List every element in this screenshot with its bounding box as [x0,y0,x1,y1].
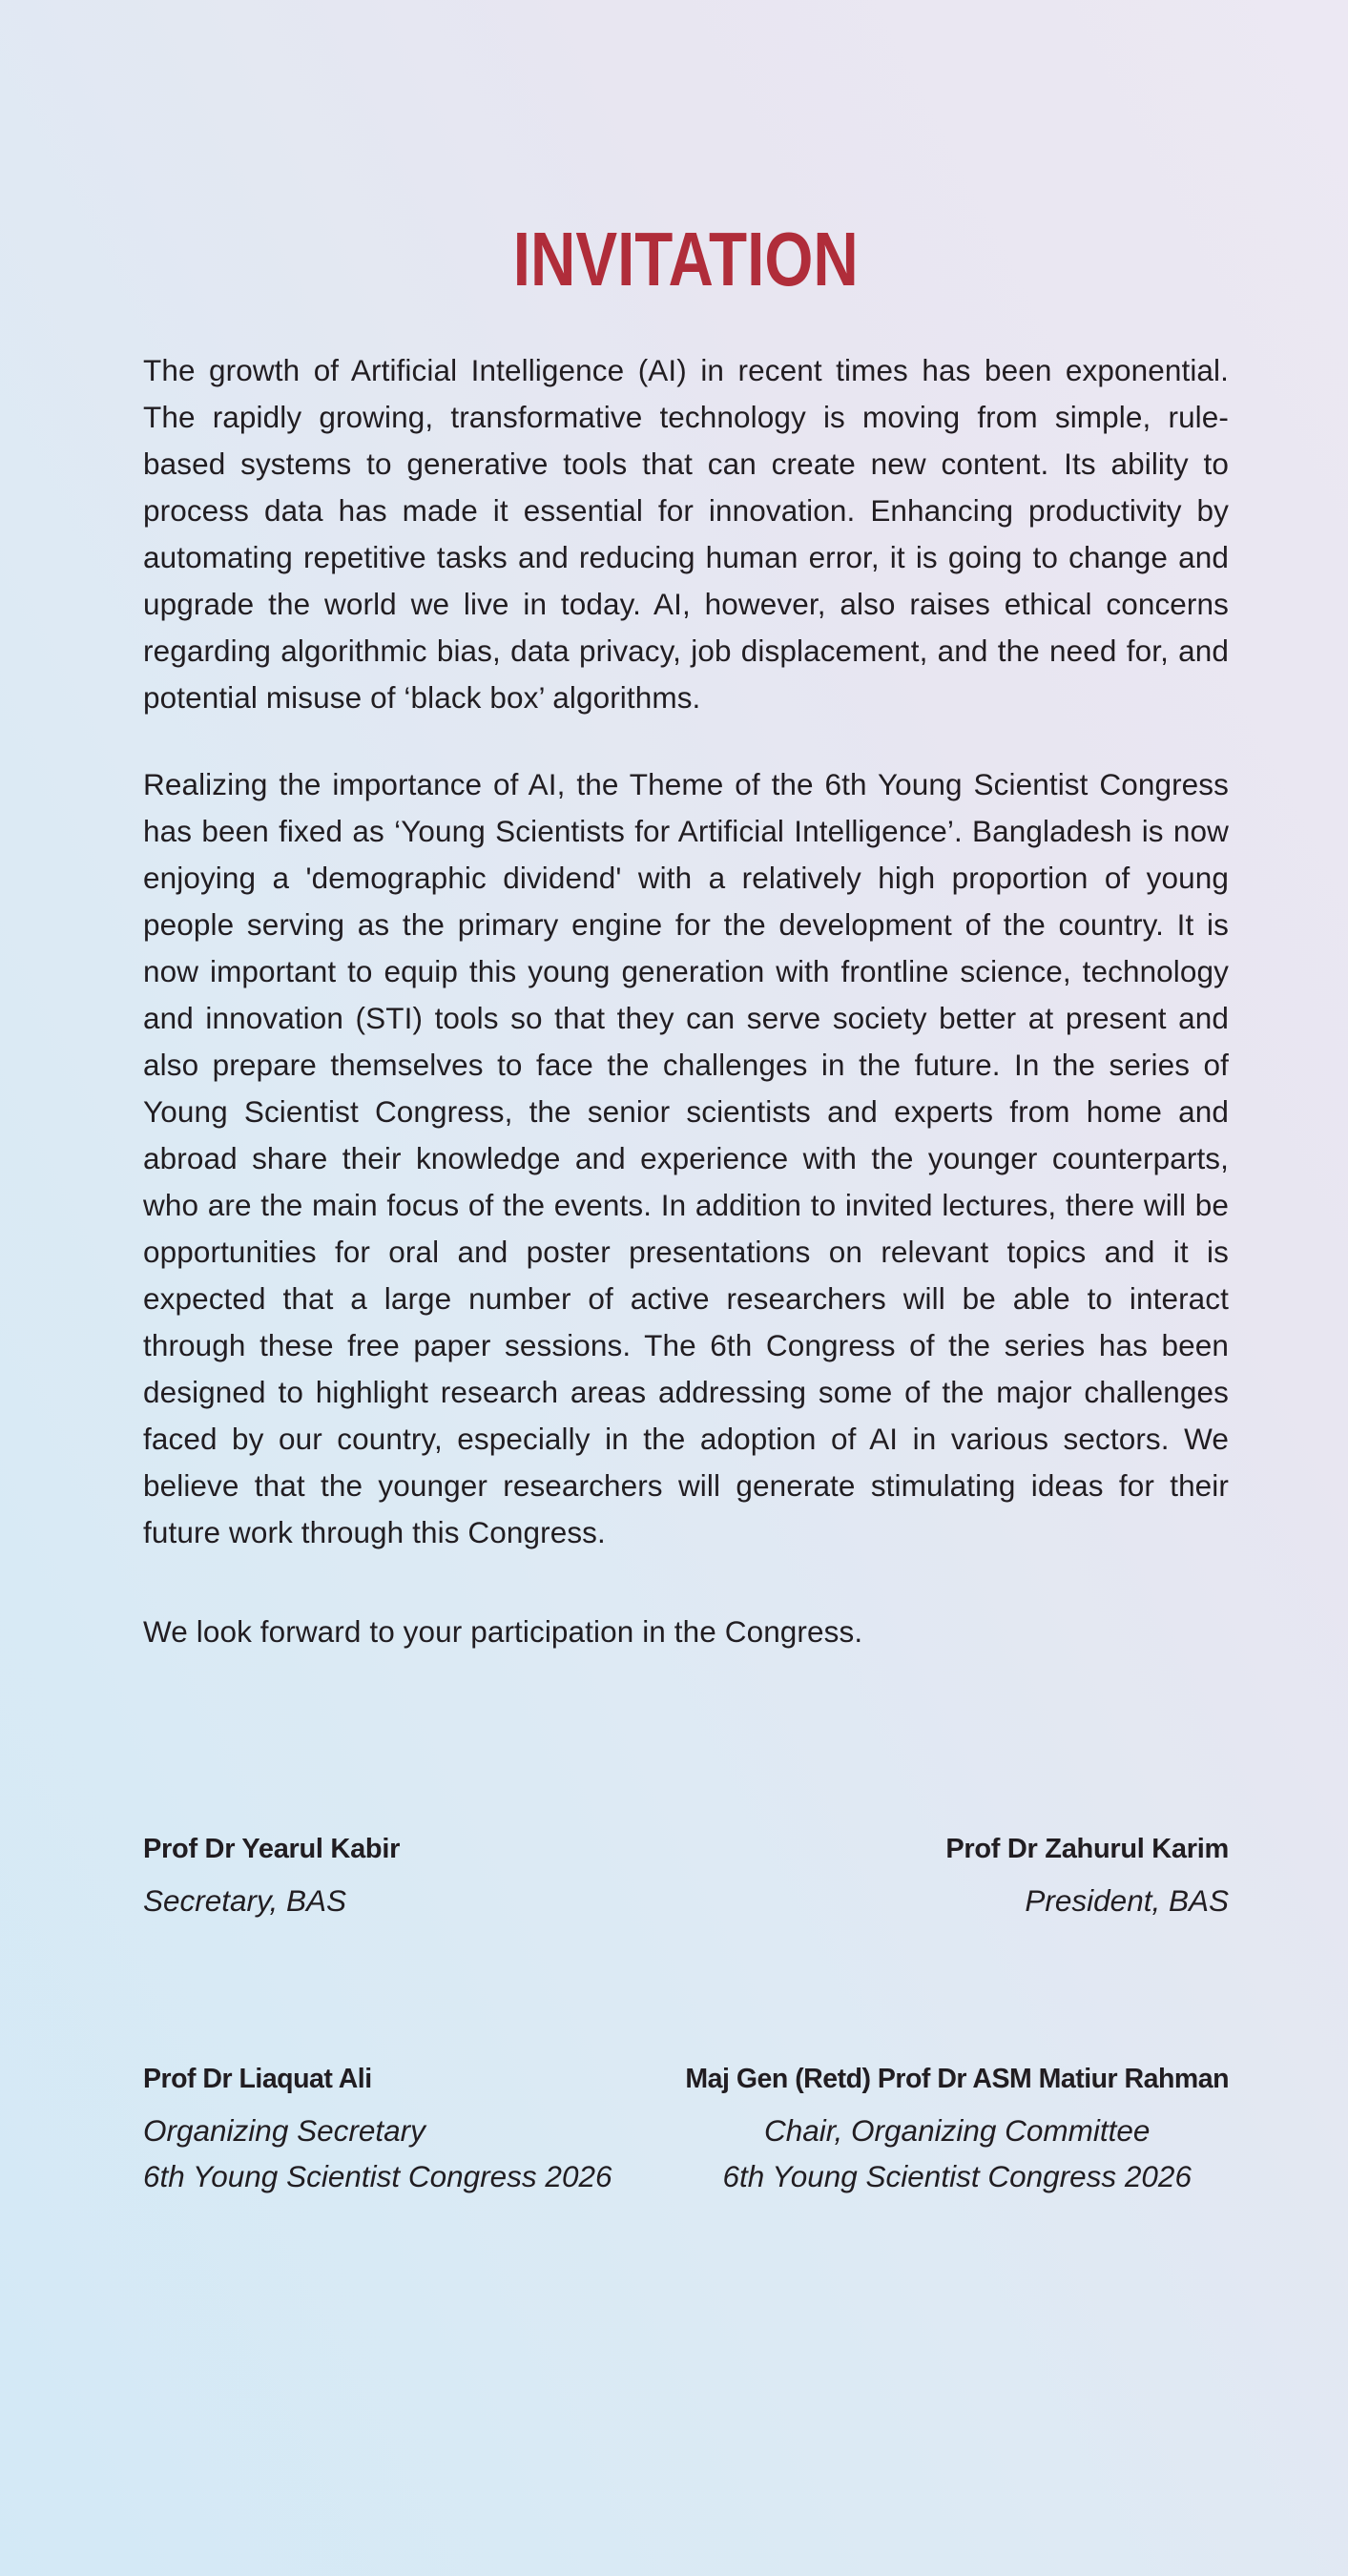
theme-paragraph: Realizing the importance of AI, the Theme of the 6th Young Scientist Congress has been fixed as ‘Young Scientists for Artificial Intelligence’. Bangladesh is now enjoying a 'demographic dividend' with a relatively high proportion of young people serving as the primary engine for the development of the country. It is now important to equip this young generation with frontline science, technology and innovation (STI) tools so that they can serve society better at present and also prepare themselves to face the challenges in the future. In the series of Young Scientist Congress, the senior scientists and experts from home and abroad share their knowledge and experience with the younger counterparts, who are the main focus of the events. In addition to invited lectures, there will be opportunities for oral and poster presentations on relevant topics and it is expected that a large number of active researchers will be able to interact through these free paper sessions. The 6th Congress of the series has been designed to highlight research areas addressing some of the major challenges faced by our country, especially in the adoption of AI in various sectors. We believe that the younger researchers will generate stimulating ideas for their future work through this Congress. [143,767,1229,1549]
signatory-name: Prof Dr Liaquat Ali [143,2064,372,2094]
signatory-role: Organizing Secretary [143,2113,425,2148]
signatory-organization: 6th Young Scientist Congress 2026 [722,2159,1192,2193]
invitation-body [143,347,1229,1655]
signature-secretary-bas [143,1832,400,1923]
signatory-name: Maj Gen (Retd) Prof Dr ASM Matiur Rahman [685,2064,1229,2094]
signatory-role: President, BAS [1025,1883,1229,1918]
signatory-name: Prof Dr Yearul Kabir [143,1834,401,1864]
intro-paragraph: The growth of Artificial Intelligence (AI) in recent times has been exponential. The rapidly growing, transformative technology is moving from simple, rule-based systems to generative tools that can create new content. Its ability to process data has made it essential for innovation. Enhancing productivity by automating repetitive tasks and reducing human error, it is going to change and upgrade the world we live in today. AI, however, also raises ethical concerns regarding algorithmic bias, data privacy, job displacement, and the need for, and potential misuse of ‘black box’ algorithms. [143,353,1229,715]
signature-row-2 [143,2062,1229,2199]
signatory-role: Chair, Organizing Committee [764,2113,1151,2148]
signature-chair-organizing-committee [685,2062,1229,2199]
signature-organizing-secretary [143,2062,612,2199]
signature-row-1 [143,1832,1229,1923]
signatory-name: Prof Dr Zahurul Karim [945,1834,1229,1864]
closing-line: We look forward to your participation in the Congress. [143,1614,863,1649]
signature-president-bas [945,1832,1229,1923]
signatory-role: Secretary, BAS [143,1883,346,1918]
page-title [143,217,1229,301]
signatory-organization: 6th Young Scientist Congress 2026 [143,2159,612,2193]
page-title-text: INVITATION [512,217,859,301]
